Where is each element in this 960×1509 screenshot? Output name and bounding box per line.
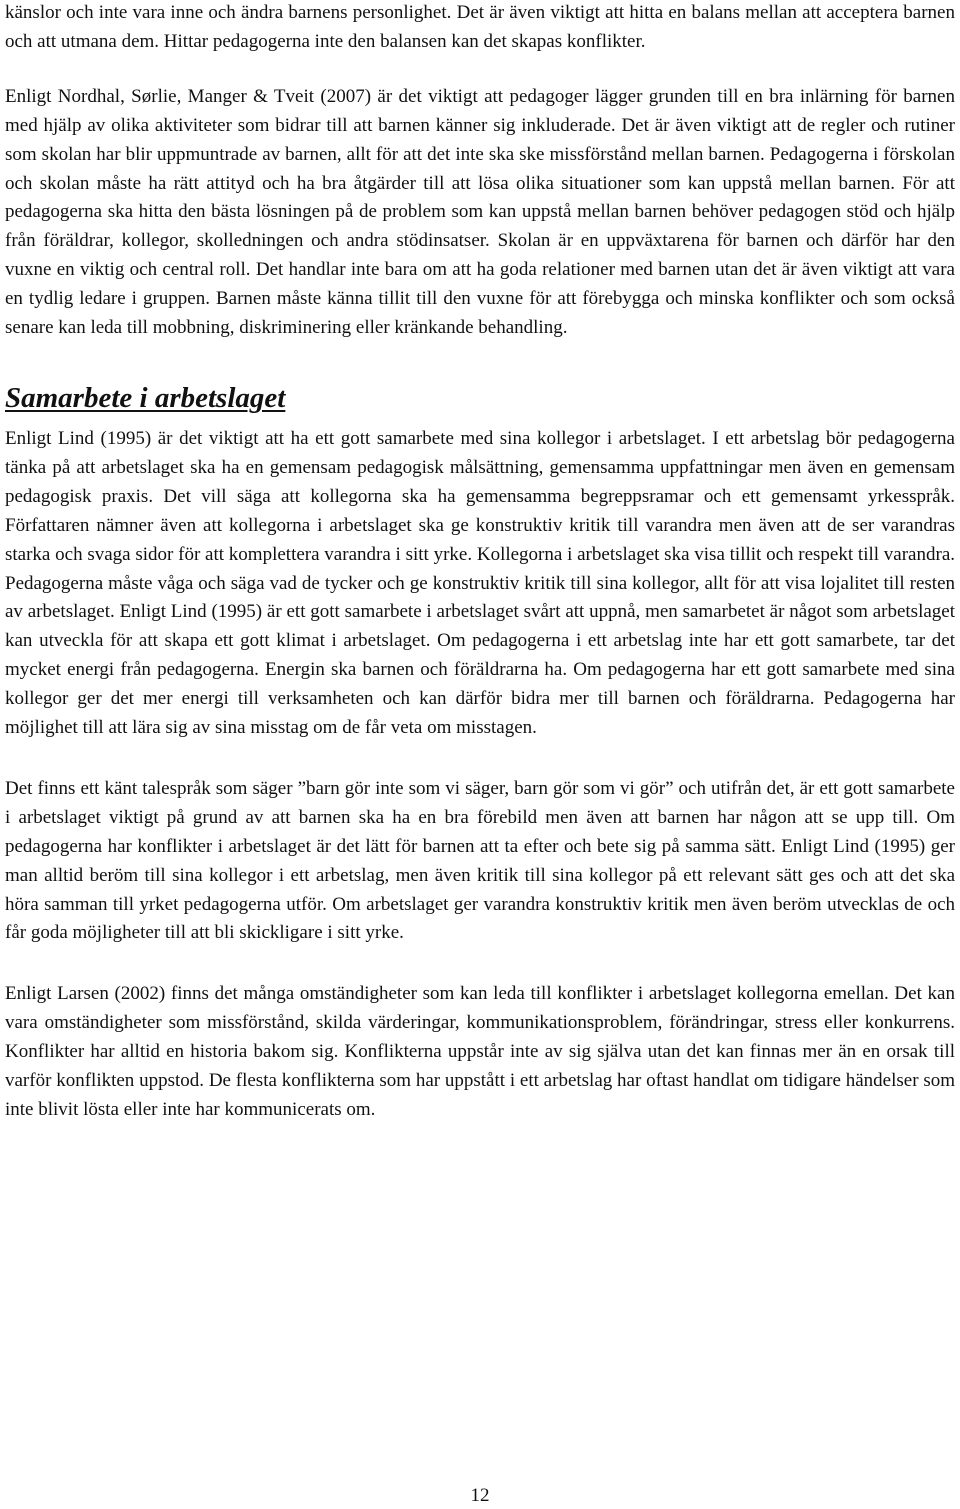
paragraph-larsen: Enligt Larsen (2002) finns det många omständigheter som kan leda till konflikter i arbetslaget kollegorna emellan. Det kan vara omständigheter som missförstånd, skilda värderingar, kommunikationsproblem, förändringar, stress eller konkurrens. Konflikter har alltid en historia bakom sig. Konflikterna uppstår inte av sig själva utan det kan finnas mer än en orsak till varför konflikten uppstod. De flesta konflikterna som har uppstått i ett arbetslag har oftast handlat om tidigare händelser som inte blivit lösta eller inte har kommunicerats om. [5, 983, 955, 1120]
paragraph-lind: Enligt Lind (1995) är det viktigt att ha ett gott samarbete med sina kollegor i arbetslaget. I ett arbetslag bör pedagogerna tänka på att arbetslaget ska ha en gemensam pedagogisk målsättning, gemensamma uppfattningar men även en gemensam pedagogisk praxis. Det vill säga att kollegorna ska ha gemensamma begreppsramar och ett gemensamt yrkesspråk. Författaren nämner även att kollegorna i arbetslaget ska ge konstruktiv kritik till varandra men även att de ser varandras starka och svaga sidor för att komplettera varandra i sitt yrke. Kollegorna i arbetslaget ska visa tillit och respekt till varandra. Pedagogerna måste våga och säga vad de tycker och ge konstruktiv kritik till sina kollegor, allt för att visa lojalitet till resten av arbetslaget. Enligt Lind (1995) är ett gott samarbete i arbetslaget svårt att uppnå, men samarbetet är något som arbetslaget kan utveckla för att skapa ett gott klimat i arbetslaget. Om pedagogerna i ett arbetslag inte har ett gott samarbete, tar det mycket energi från pedagogerna. Energin ska barnen och föräldrarna ha. Om pedagogerna har ett gott samarbete med sina kollegor ger det mer energi till verksamheten och kan därför bidra mer till barnen och föräldrarna. Pedagogerna har möjlighet till att lära sig av sina misstag om de får veta om misstagen. [5, 427, 955, 739]
section-heading: Samarbete i arbetslaget [5, 381, 286, 414]
paragraph-nordhal: Enligt Nordhal, Sørlie, Manger & Tveit (2007) är det viktigt att pedagoger lägger grunden till en bra inlärning för barnen med hjälp av olika aktiviteter som bidrar till att barnen känner sig inkluderade. Det är även viktigt att de regler och rutiner som skolan har blir uppmuntrade av barnen, allt för att det inte ska ske missförstånd mellan barnen. Pedagogerna i förskolan och skolan måste ha rätt attityd och ha bra åtgärder till att lösa olika situationer som kan uppstå mellan barnen. För att pedagogerna ska hitta den bästa lösningen på de problem som kan uppstå mellan barnen behöver pedagogen stöd och hjälp från föräldrar, kollegor, skolledningen och andra stödinsatser. Skolan är en uppväxtarena för barnen och därför har den vuxne en viktig och central roll. Det handlar inte bara om att ha goda relationer med barnen utan det är även viktigt att vara en tydlig ledare i gruppen. Barnen måste känna tillit till den vuxne för att förebygga och minska konflikter och som också senare kan leda till mobbning, diskriminering eller kränkande behandling. [5, 85, 955, 339]
paragraph-continued: känslor och inte vara inne och ändra barnens personlighet. Det är även viktigt att hitta en balans mellan att acceptera barnen och att utmana dem. Hittar pedagogerna inte den balansen kan det skapas konflikter. [5, 2, 955, 52]
paragraph-talesprak: Det finns ett känt talespråk som säger ”barn gör inte som vi säger, barn gör som vi gör” och utifrån det, är ett gott samarbete i arbetslaget viktigt på grund av att barnen ska ha en bra förebild men även att barnen har någon att se upp till. Om pedagogerna har konflikter i arbetslaget är det lätt för barnen att ta efter och bete sig på samma sätt. Enligt Lind (1995) ger man alltid beröm till sina kollegor i ett arbetslag, men även kritik till sina kollegor på ett relevant sätt ges och att det ska höra samman till yrket pedagogerna utför. Om arbetslaget ger varandra konstruktiv kritik men även beröm utvecklas de och får goda möjligheter till att bli skickligare i sitt yrke. [5, 777, 955, 944]
document-page [5, 0, 955, 1509]
page-number: 12 [470, 1485, 490, 1506]
